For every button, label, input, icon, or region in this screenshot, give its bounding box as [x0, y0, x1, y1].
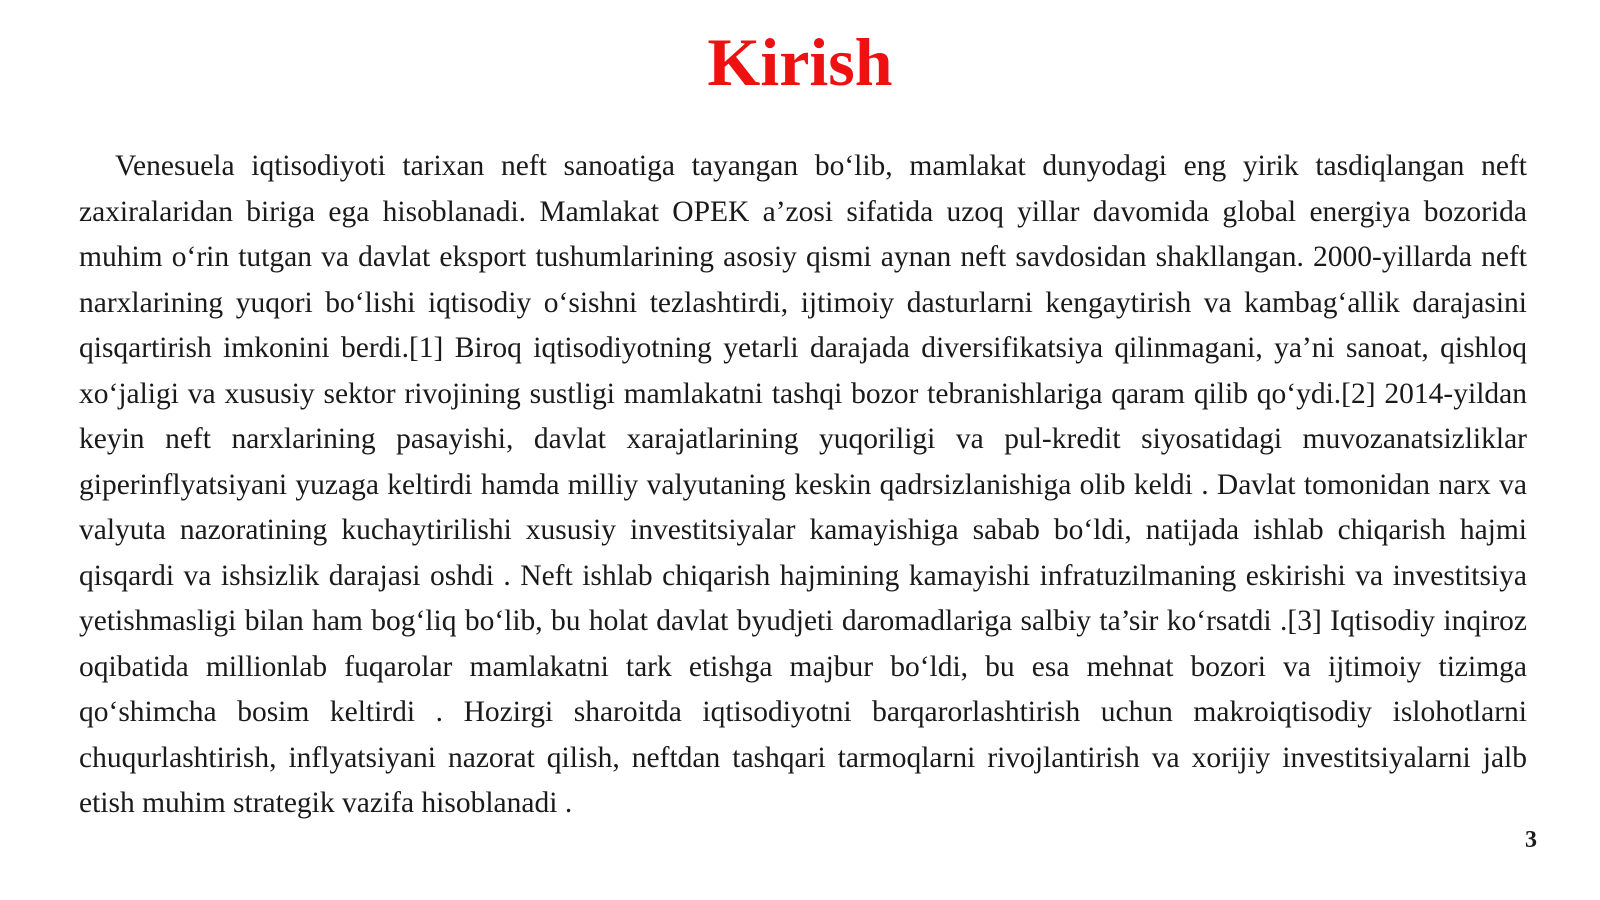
page-number: 3 — [1525, 827, 1537, 853]
slide-title: Kirish — [707, 24, 893, 100]
body-paragraph: Venesuela iqtisodiyoti tarixan neft sanoatiga tayangan bo‘lib, mamlakat dunyodagi eng yirik tasdiqlangan neft zaxiralaridan biriga ega hisoblanadi. Mamlakat OPEK a’zosi sifatida uzoq yillar davomida global energiya bozorida muhim o‘rin tutgan va davlat eksport tushumlarining asosiy qismi aynan neft savdosidan shakllangan. 2000-yillarda neft narxlarining yuqori bo‘lishi iqtisodiy o‘sishni tezlashtirdi, ijtimoiy dasturlarni kengaytirish va kambag‘allik darajasini qisqartirish imkonini berdi.[1] Biroq iqtisodiyotning yetarli darajada diversifikatsiya qilinmagani, ya’ni sanoat, qishloq xo‘jaligi va xususiy sektor rivojining sustligi mamlakatni tashqi bozor tebranishlariga qaram qilib qo‘ydi.[2] 2014-yildan keyin neft narxlarining pasayishi, davlat xarajatlarining yuqoriligi va pul-kredit siyosatidagi muvozanatsizliklar giperinflyatsiyani yuzaga keltirdi hamda milliy valyutaning keskin qadrsizlanishiga olib keldi . Davlat tomonidan narx va valyuta nazoratining kuchaytirilishi xususiy investitsiyalar kamayishiga sabab bo‘ldi, natijada ishlab chiqarish hajmi qisqardi va ishsizlik darajasi oshdi . Neft ishlab chiqarish hajmining kamayishi infratuzilmaning eskirishi va investitsiya yetishmasligi bilan ham bog‘liq bo‘lib, bu holat davlat byudjeti daromadlariga salbiy ta’sir ko‘rsatdi .[3] Iqtisodiy inqiroz oqibatida millionlab fuqarolar mamlakatni tark etishga majbur bo‘ldi, bu esa mehnat bozori va ijtimoiy tizimga qo‘shimcha bosim keltirdi . Hozirgi sharoitda iqtisodiyotni barqarorlashtirish uchun makroiqtisodiy islohotlarni chuqurlashtirish, inflyatsiyani nazorat qilish, neftdan tashqari tarmoqlarni rivojlantirish va xorijiy investitsiyalarni jalb etish muhim strategik vazifa hisoblanadi . — [79, 150, 1527, 819]
